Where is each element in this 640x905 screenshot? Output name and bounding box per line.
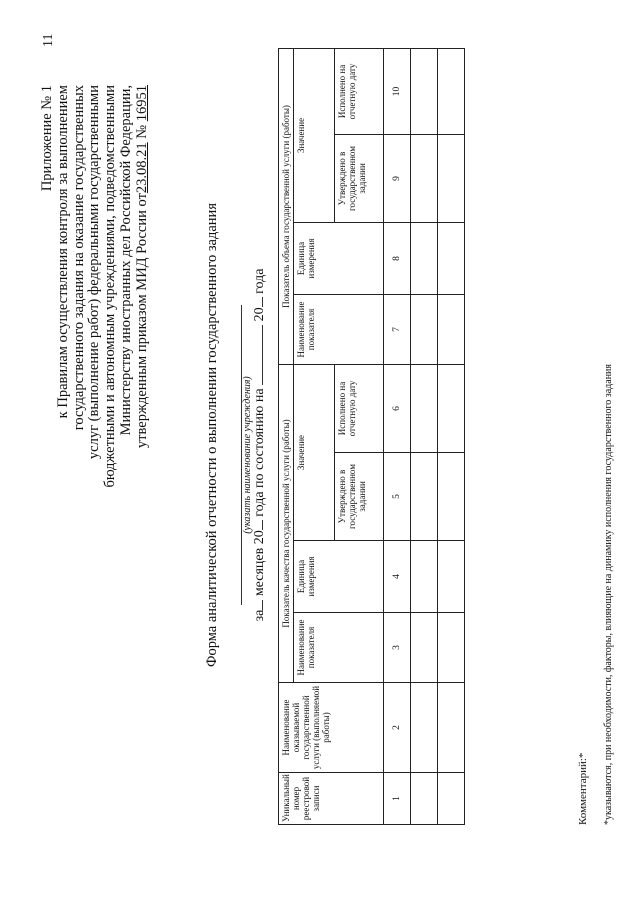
period-state: года по состоянию на	[252, 388, 267, 517]
table-cell	[411, 135, 438, 223]
column-number: 1	[384, 773, 411, 825]
header-quality-approved: Утверждено в государственном задании	[335, 453, 384, 541]
table-row	[411, 48, 438, 824]
header-quality-indicator-name: Наименование показателя	[294, 613, 384, 683]
appendix-line: бюджетными и автономным учреждениями, подведомственными	[102, 85, 119, 488]
footnote: *указываются, при необходимости, факторы, влияющие на динамику исполнения государственного задания	[603, 363, 614, 825]
order-line	[135, 85, 151, 685]
order-number: 16951	[133, 85, 150, 122]
table-cell	[411, 773, 438, 825]
form-title: Форма аналитической отчетности о выполнении государственного задания	[204, 203, 220, 668]
column-number: 6	[384, 365, 411, 453]
header-quality-unit: Единица измерения	[294, 541, 384, 613]
comment-label: Комментарий:*	[577, 752, 589, 825]
table-cell	[411, 48, 438, 134]
header-volume-group: Показатель объема государственной услуги (работы)	[279, 48, 294, 364]
table-row	[438, 48, 465, 824]
column-number: 5	[384, 453, 411, 541]
header-quality-executed: Исполнено на отчетную дату	[335, 365, 384, 453]
header-volume-executed: Исполнено на отчетную дату	[335, 48, 384, 134]
appendix-heading: Приложение № 1	[39, 85, 55, 192]
appendix-line: государственного задания на оказание государственных	[70, 85, 87, 431]
period-goda: года	[252, 268, 267, 294]
column-number: 4	[384, 541, 411, 613]
table-cell	[411, 613, 438, 683]
header-quality-group: Показатель качества государственной услуги (работы)	[279, 365, 294, 683]
table-cell	[411, 365, 438, 453]
table-cell	[411, 223, 438, 295]
table-cell	[411, 453, 438, 541]
column-number: 7	[384, 295, 411, 365]
header-volume-value: Значение	[294, 48, 335, 222]
report-table	[278, 48, 465, 825]
table-cell	[438, 365, 465, 453]
table-cell	[411, 295, 438, 365]
reporting-period	[252, 205, 268, 685]
order-no-label: №	[133, 124, 150, 139]
table-cell	[411, 683, 438, 773]
header-quality-value: Значение	[294, 365, 335, 541]
table-cell	[438, 135, 465, 223]
org-name-hint: (указать наименование учреждения)	[242, 376, 253, 534]
order-prefix: утвержденным приказом МИД России от	[133, 193, 150, 449]
period-za: за	[252, 609, 267, 622]
appendix-line: услуг (выполнение работ) федеральными государственными	[86, 85, 103, 460]
period-months: месяцев 20	[252, 530, 267, 597]
appendix-line: к Правилам осуществления контроля за выполнением	[54, 85, 71, 419]
table-cell	[438, 453, 465, 541]
column-number: 2	[384, 683, 411, 773]
table-cell	[438, 541, 465, 613]
table-cell	[438, 223, 465, 295]
appendix-block	[40, 85, 151, 685]
header-service-name: Наименование оказываемой государственной услуги (выполняемой работы)	[279, 683, 384, 773]
order-date: 23.08.21	[133, 142, 150, 194]
header-registry-number: Уникальный номер реестровой записи	[279, 773, 384, 825]
table-cell	[438, 295, 465, 365]
column-number-row	[384, 48, 411, 824]
org-name-line	[225, 305, 242, 605]
column-number: 3	[384, 613, 411, 683]
table-cell	[438, 683, 465, 773]
appendix-line: Министерству иностранных дел Российской Федерации,	[117, 85, 134, 436]
column-number: 8	[384, 223, 411, 295]
period-year: 20	[252, 307, 267, 322]
column-number: 10	[384, 48, 411, 134]
table-cell	[438, 613, 465, 683]
column-number: 9	[384, 135, 411, 223]
table-cell	[438, 773, 465, 825]
header-volume-unit: Единица измерения	[294, 223, 384, 295]
header-volume-indicator-name: Наименование показателя	[294, 295, 384, 365]
header-volume-approved: Утверждено в государственном задании	[335, 135, 384, 223]
table-cell	[438, 48, 465, 134]
table-cell	[411, 541, 438, 613]
page-number: 11	[41, 33, 56, 47]
